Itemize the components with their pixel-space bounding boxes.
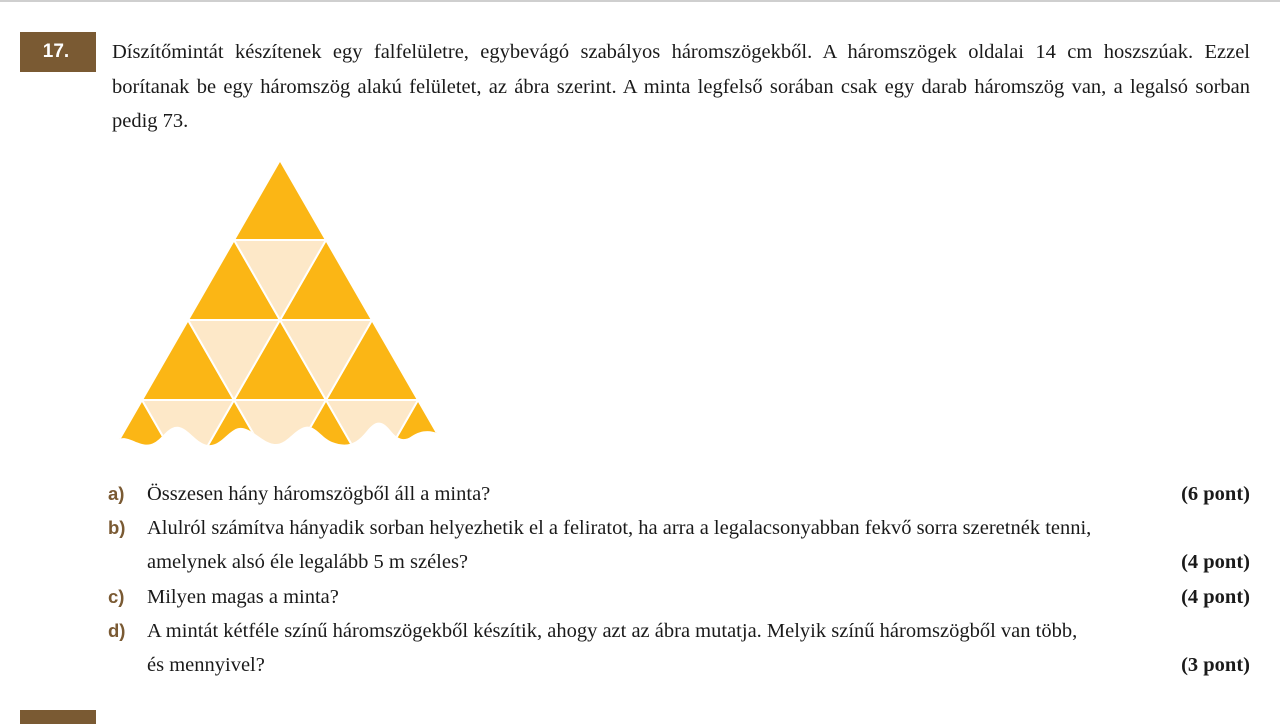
- question-b-text-line1: Alulról számítva hányadik sorban helyezhetik el a feliratot, ha arra a legalacsonyabban fekvő sorra szeretnék tenni,: [147, 517, 1092, 539]
- question-d-text-line1: A mintát kétféle színű háromszögekből készítik, ahogy azt az ábra mutatja. Melyik színű háromszögből van több,: [147, 620, 1078, 642]
- problem-statement: Díszítőmintát készítenek egy falfelületre, egybevágó szabályos háromszögekből. A háromszögek oldalai 14 cm hoszszúak. Ezzel borítanak be egy háromszög alakú felületet, az ábra szerint. A minta legfelső sorában csak egy darab háromszög van, a legalsó sorban pedig 73.: [112, 41, 1250, 132]
- question-c-letter: c): [108, 586, 125, 607]
- question-d-letter: d): [108, 620, 126, 641]
- question-c-text: Milyen magas a minta?: [147, 586, 339, 608]
- question-b-letter: b): [108, 517, 126, 538]
- problem-number: 17.: [42, 41, 70, 62]
- top-border: [0, 0, 1280, 2]
- question-c-points: (4 pont): [1181, 586, 1250, 608]
- triangle-pattern-figure: [112, 160, 448, 454]
- question-d: [108, 614, 1250, 682]
- question-a: [108, 477, 1250, 511]
- problem-number-badge: [20, 32, 96, 72]
- next-problem-badge: [20, 710, 96, 724]
- question-a-text: Összesen hány háromszögből áll a minta?: [147, 483, 491, 505]
- question-b-points: (4 pont): [1181, 551, 1250, 573]
- triangle-tile-up: [234, 160, 326, 240]
- triangle-tiles: [112, 160, 448, 454]
- question-c: [108, 580, 1250, 614]
- question-a-points: (6 pont): [1181, 483, 1250, 505]
- question-d-text-line2: és mennyivel?: [147, 654, 265, 676]
- question-b-text-line2: amelynek alsó éle legalább 5 m széles?: [147, 551, 469, 573]
- question-b: [108, 511, 1250, 579]
- question-d-points: (3 pont): [1181, 654, 1250, 676]
- question-a-letter: a): [108, 483, 125, 504]
